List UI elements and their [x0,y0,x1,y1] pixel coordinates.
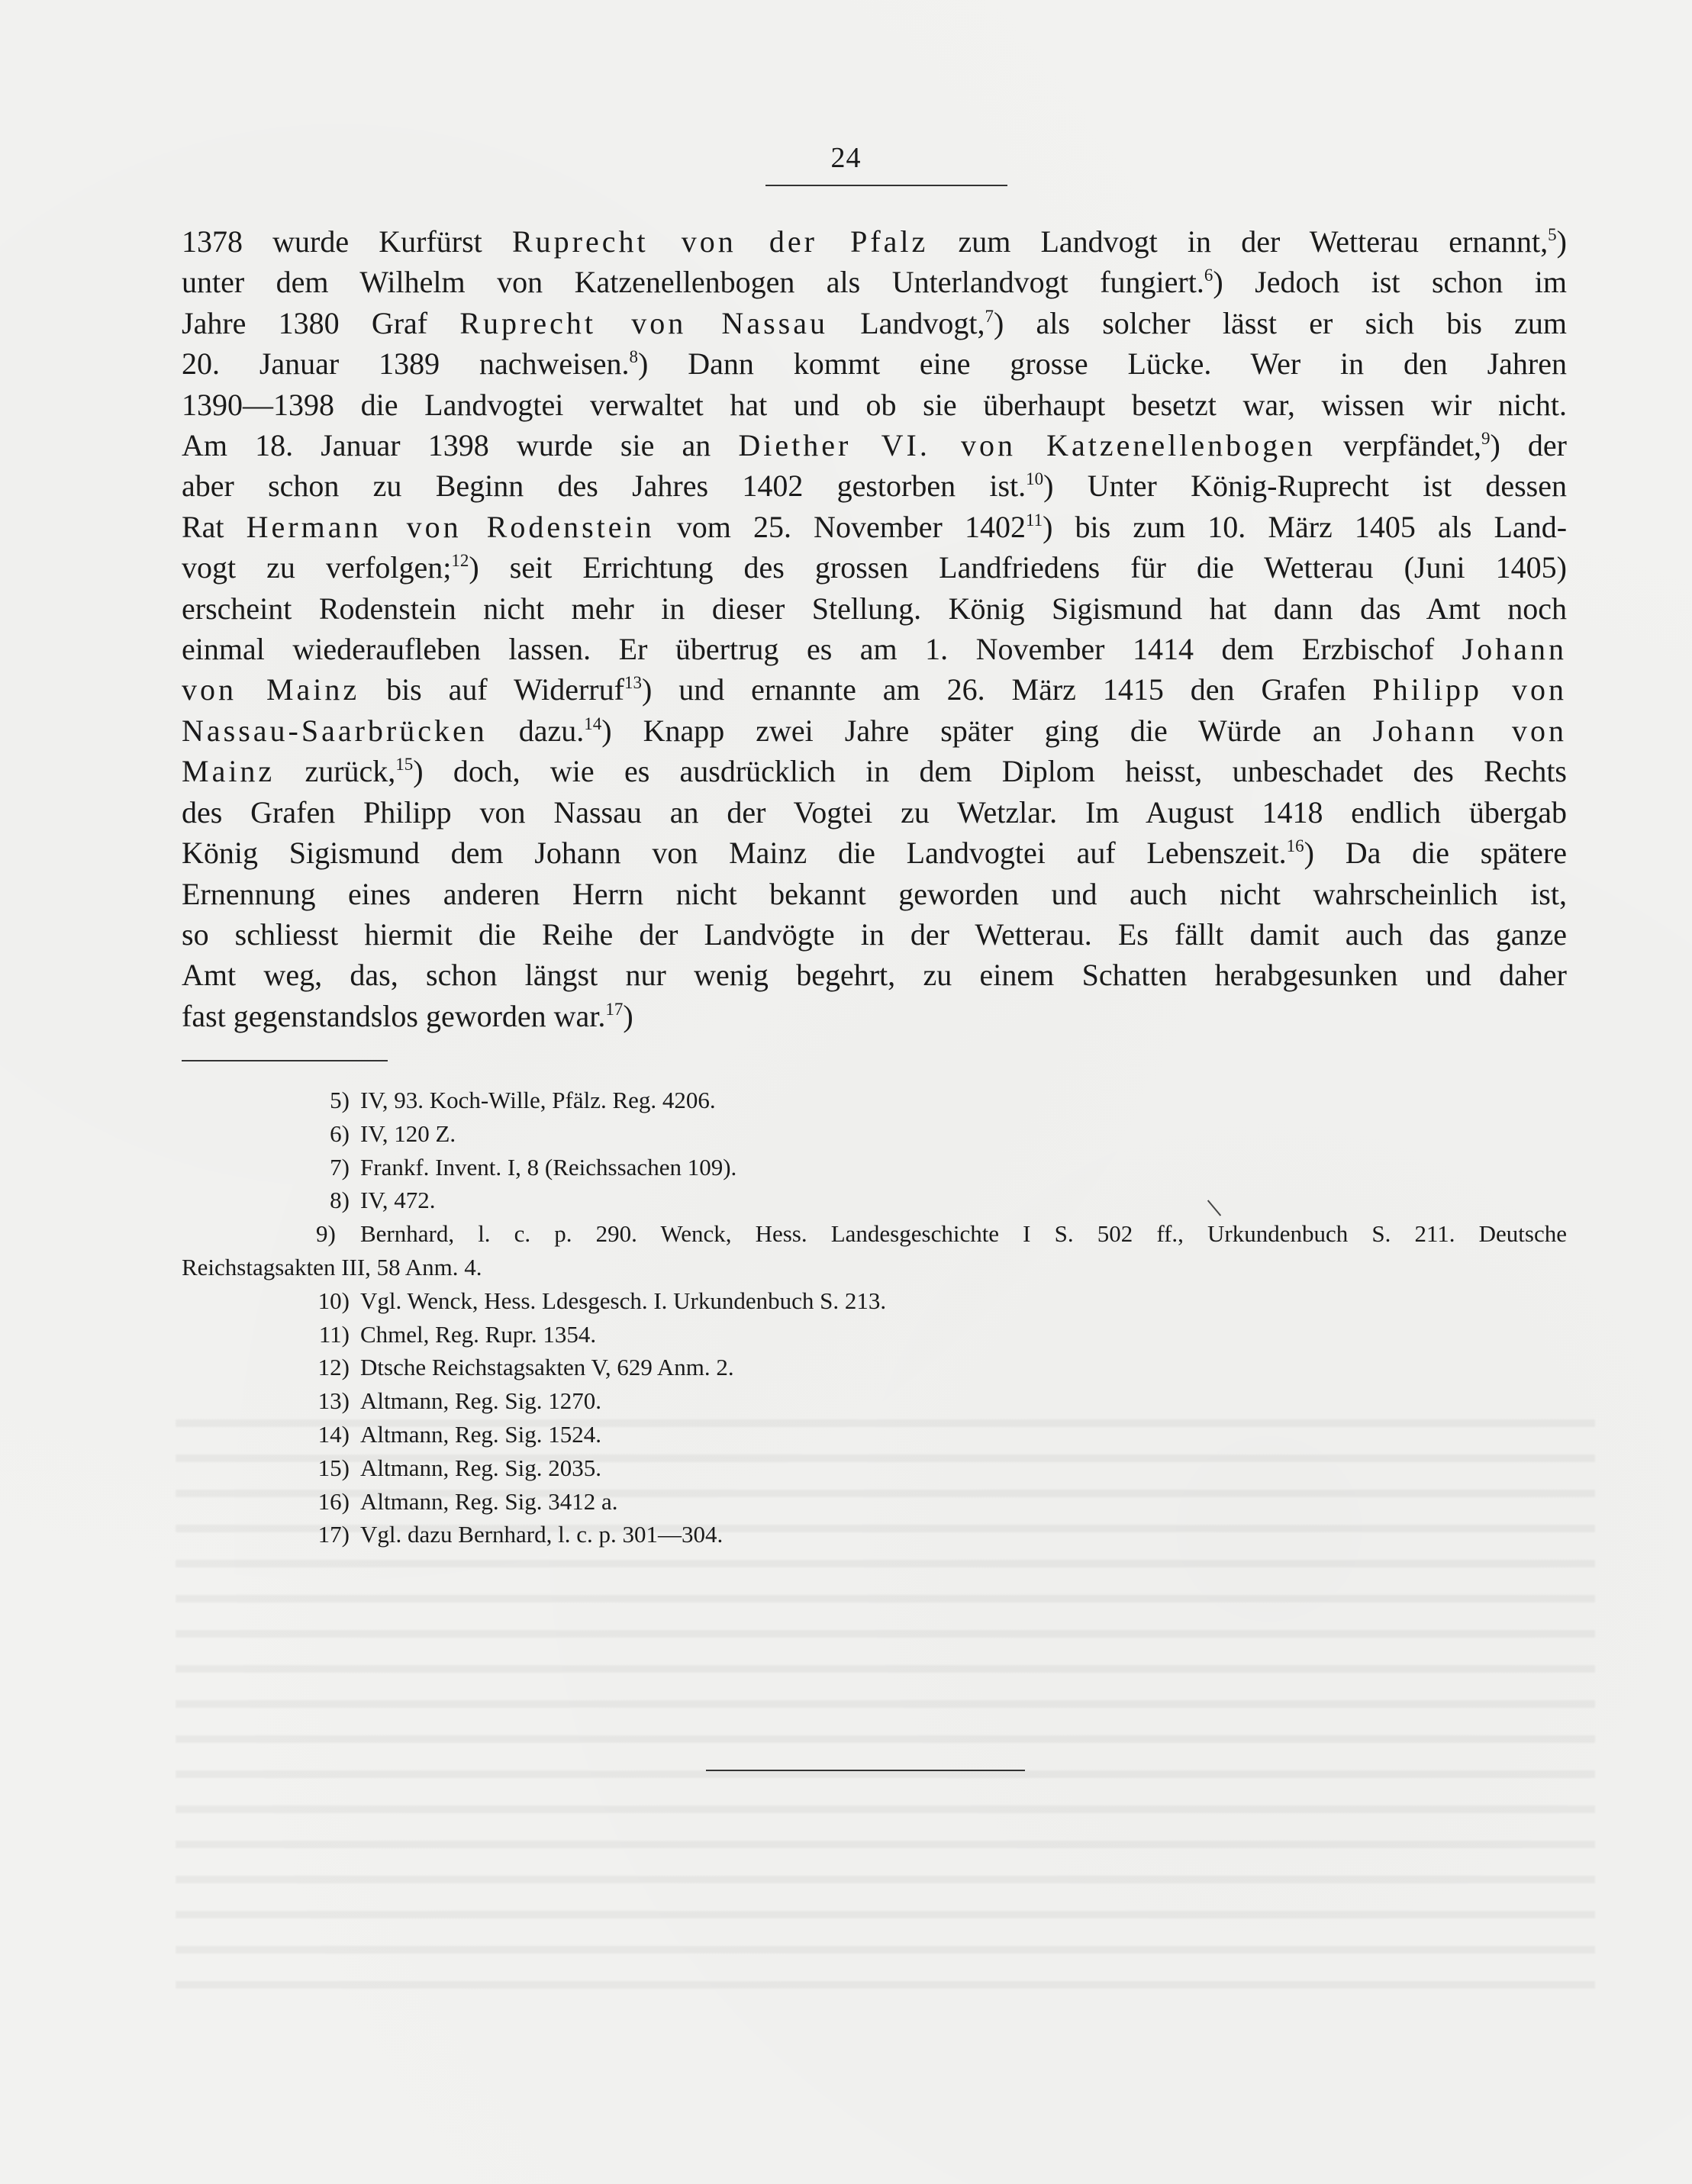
text-line: des Grafen Philipp von Nassau an der Vogtei zu Wetzlar. Im August 1418 endlich übergab [182,794,1567,829]
footnote: 13) Altmann, Reg. Sig. 1270. [317,1387,602,1415]
text-line: Rat Hermann von Rodenstein vom 25. November 1402$^{11}$) bis zum 10. März 1405 als Land- [182,509,1568,544]
footnote: 8) IV, 472. [330,1187,436,1214]
footnote: 7) Frankf. Invent. I, 8 (Reichssachen 109). [330,1153,737,1181]
footnote-rule [182,1060,388,1061]
text-line: aber schon zu Beginn des Jahres 1402 gestorben ist.$^{10}$) Unter König-Ruprecht ist dessen [182,469,1567,504]
text-line: vogt zu verfolgen;$^{12}$) seit Errichtung des grossen Landfriedens für die Wetterau (Juni 1405) [182,550,1567,585]
text-line: so schliesst hiermit die Reihe der Landvögte in der Wetterau. Es fällt damit auch das ganze [182,916,1567,952]
text-line: 20. Januar 1389 nachweisen.$^8$) Dann kommt eine grosse Lücke. Wer in den Jahren [182,346,1567,382]
text-line: Jahre 1380 Graf Ruprecht von Nassau Landvogt,$^7$) als solcher lässt er sich bis zum [182,305,1567,340]
footnotes [182,1084,1567,1551]
footnote: 15) Altmann, Reg. Sig. 2035. [317,1454,602,1481]
text-line: 1378 wurde Kurfürst Ruprecht von der Pfalz zum Landvogt in der Wetterau ernannt,$^5$) [182,224,1567,259]
text-line: Nassau-Saarbrücken dazu.$^{14}$) Knapp zwei Jahre später ging die Würde an Johann von [182,713,1567,748]
text-line: von Mainz bis auf Widerruf$^{13}$) und ernannte am 26. März 1415 den Grafen Philipp von [182,672,1567,707]
text-line: Amt weg, das, schon längst nur wenig begehrt, zu einem Schatten herabgesunken und daher [182,958,1567,993]
footnote: 5) IV, 93. Koch-Wille, Pfälz. Reg. 4206. [330,1087,716,1113]
text-line: Am 18. Januar 1398 wurde sie an Diether VI. von Katzenellenbogen verpfändet,$^9$) der [182,428,1567,463]
text-line: unter dem Wilhelm von Katzenellenbogen als Unterlandvogt fungiert.$^6$) Jedoch ist schon im [182,265,1568,300]
header-rule [765,185,1007,186]
text-line: 1390—1398 die Landvogtei verwaltet hat und ob sie überhaupt besetzt war, wissen wir nicht. [182,387,1567,422]
closing-rule [706,1770,1025,1771]
footnote: 14) Altmann, Reg. Sig. 1524. [317,1420,602,1448]
footnote: 9) Bernhard, l. c. p. 290. Wenck, Hess. Landesgeschichte I S. 502 ff., Urkundenbuch S. 211. Deutsche [316,1220,1567,1248]
text-line: erscheint Rodenstein nicht mehr in dieser Stellung. König Sigismund hat dann das Amt noch [182,591,1567,626]
text-line: fast gegenstandslos geworden war.$^{17}$) [182,998,633,1033]
footnote: 16) Altmann, Reg. Sig. 3412 a. [317,1487,618,1515]
footnote: 12) Dtsche Reichstagsakten V, 629 Anm. 2. [317,1354,734,1381]
footnote: 17) Vgl. dazu Bernhard, l. c. p. 301—304. [317,1521,724,1548]
footnote-continuation: Reichstagsakten III, 58 Anm. 4. [182,1253,482,1280]
text-line: Mainz zurück,$^{15}$) doch, wie es ausdrücklich in dem Diplom heisst, unbeschadet des Rechts [182,754,1568,789]
text-line: einmal wiederaufleben lassen. Er übertrug es am 1. November 1414 dem Erzbischof Johann [182,632,1567,667]
text-line: König Sigismund dem Johann von Mainz die Landvogtei auf Lebenszeit.$^{16}$) Da die spätere [182,836,1567,871]
footnote: 11) Chmel, Reg. Rupr. 1354. [318,1320,597,1348]
page-number: 24 [830,142,862,174]
text-line: Ernennung eines anderen Herrn nicht bekannt geworden und auch nicht wahrscheinlich ist, [182,876,1567,911]
footnote: 10) Vgl. Wenck, Hess. Ldesgesch. I. Urkundenbuch S. 213. [317,1287,887,1314]
footnote: 6) IV, 120 Z. [330,1119,456,1147]
main-text [182,221,1567,1036]
